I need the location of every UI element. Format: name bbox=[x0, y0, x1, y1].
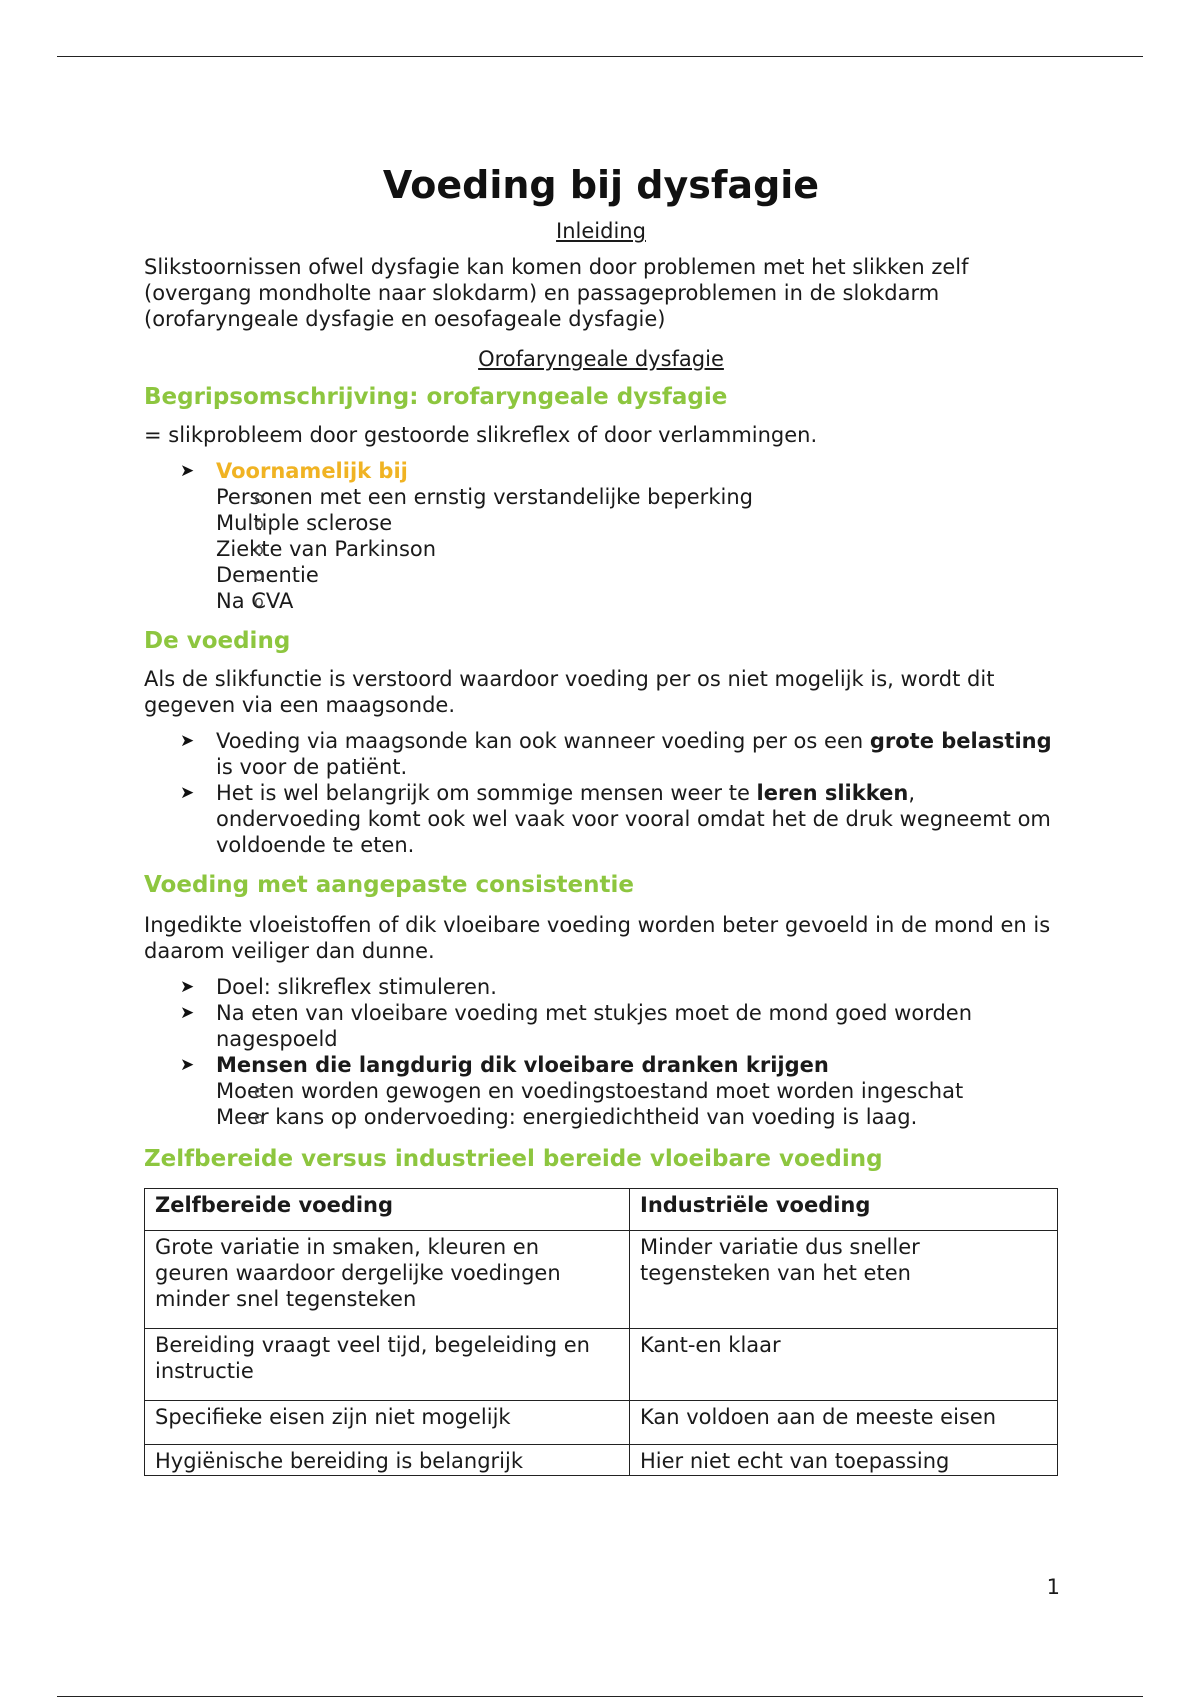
text-run: Voeding via maagsonde kan ook wanneer voeding per os een bbox=[216, 729, 870, 753]
page-title: Voeding bij dysfagie bbox=[382, 163, 820, 207]
bottom-rule bbox=[57, 1696, 1143, 1697]
intro-heading: Inleiding bbox=[556, 219, 646, 243]
table-header-row bbox=[145, 1189, 1058, 1231]
section-heading-voeding: De voeding bbox=[144, 628, 291, 654]
section-heading-vergelijking: Zelfbereide versus industrieel bereide vloeibare voeding bbox=[144, 1146, 883, 1172]
definition-list bbox=[144, 458, 1058, 614]
list-item: ➤ Na eten van vloeibare voeding met stukjes moet de mond goed worden nagespoeld bbox=[144, 1000, 1058, 1052]
comparison-table bbox=[144, 1188, 1058, 1476]
bold-run: Mensen die langdurig dik vloeibare dranken krijgen bbox=[216, 1053, 829, 1077]
table-header-cell: Industriële voeding bbox=[630, 1189, 1058, 1231]
oro-heading: Orofaryngeale dysfagie bbox=[478, 347, 724, 371]
list-item: o Moeten worden gewogen en voedingstoestand moet worden ingeschat bbox=[144, 1078, 1058, 1104]
table-cell: Hygiënische bereiding is belangrijk bbox=[145, 1445, 630, 1476]
list-item: o Meer kans op ondervoeding: energiedichtheid van voeding is laag. bbox=[144, 1104, 1058, 1130]
list-item: o Multiple sclerose bbox=[144, 510, 1058, 536]
table-cell: Grote variatie in smaken, kleuren en geuren waardoor dergelijke voedingen minder snel tegensteken bbox=[145, 1231, 630, 1329]
list-item bbox=[144, 728, 1058, 780]
list-item: o Personen met een ernstig verstandelijke beperking bbox=[144, 484, 1058, 510]
section-heading-definition: Begripsomschrijving: orofaryngeale dysfagie bbox=[144, 384, 728, 410]
list-item: o Na CVA bbox=[144, 588, 1058, 614]
consistentie-text: Ingedikte vloeistoffen of dik vloeibare voeding worden beter gevoeld in de mond en is daarom veiliger dan dunne. bbox=[144, 913, 1051, 963]
text-run: Het is wel belangrijk om sommige mensen weer te bbox=[216, 781, 757, 805]
table-row bbox=[145, 1445, 1058, 1476]
voeding-list bbox=[144, 728, 1058, 858]
section-heading-consistentie: Voeding met aangepaste consistentie bbox=[144, 872, 634, 898]
definition-text: = slikprobleem door gestoorde slikreflex of door verlammingen. bbox=[144, 423, 818, 447]
intro-text: Slikstoornissen ofwel dysfagie kan komen door problemen met het slikken zelf (overgang mondholte naar slokdarm) en passageproblemen in de slokdarm (orofaryngeale dysfagie en oesofageale dysfagie) bbox=[144, 255, 969, 331]
highlight-label: Voornamelijk bij bbox=[216, 459, 408, 483]
table-row bbox=[145, 1401, 1058, 1445]
sub-list bbox=[216, 1078, 1058, 1130]
table-cell: Kan voldoen aan de meeste eisen bbox=[630, 1401, 1058, 1445]
condition-list bbox=[216, 484, 1058, 614]
table-header-cell: Zelfbereide voeding bbox=[145, 1189, 630, 1231]
bold-run: grote belasting bbox=[869, 729, 1052, 753]
table-cell: Hier niet echt van toepassing bbox=[630, 1445, 1058, 1476]
voeding-text: Als de slikfunctie is verstoord waardoor voeding per os niet mogelijk is, wordt dit gegeven via een maagsonde. bbox=[144, 667, 995, 717]
list-item: o Dementie bbox=[144, 562, 1058, 588]
list-item: o Ziekte van Parkinson bbox=[144, 536, 1058, 562]
text-run: is voor de patiënt. bbox=[216, 755, 408, 779]
table-row bbox=[145, 1231, 1058, 1329]
table-cell: Minder variatie dus sneller tegensteken van het eten bbox=[630, 1231, 1058, 1329]
table-cell: Bereiding vraagt veel tijd, begeleiding en instructie bbox=[145, 1329, 630, 1401]
consistentie-list bbox=[144, 974, 1058, 1130]
list-item bbox=[144, 780, 1058, 858]
bold-run: leren slikken bbox=[756, 781, 909, 805]
table-cell: Kant-en klaar bbox=[630, 1329, 1058, 1401]
list-item bbox=[144, 1052, 1058, 1130]
list-item: ➤ Doel: slikreflex stimuleren. bbox=[144, 974, 1058, 1000]
text-run: , ondervoeding komt ook wel vaak voor vooral omdat het de druk wegneemt om voldoende te eten. bbox=[216, 781, 1051, 857]
list-item bbox=[144, 458, 1058, 614]
top-rule bbox=[57, 56, 1143, 57]
table-row bbox=[145, 1329, 1058, 1401]
table-cell: Specifieke eisen zijn niet mogelijk bbox=[145, 1401, 630, 1445]
document-body bbox=[144, 160, 1058, 1476]
page-number: 1 bbox=[1046, 1575, 1060, 1599]
